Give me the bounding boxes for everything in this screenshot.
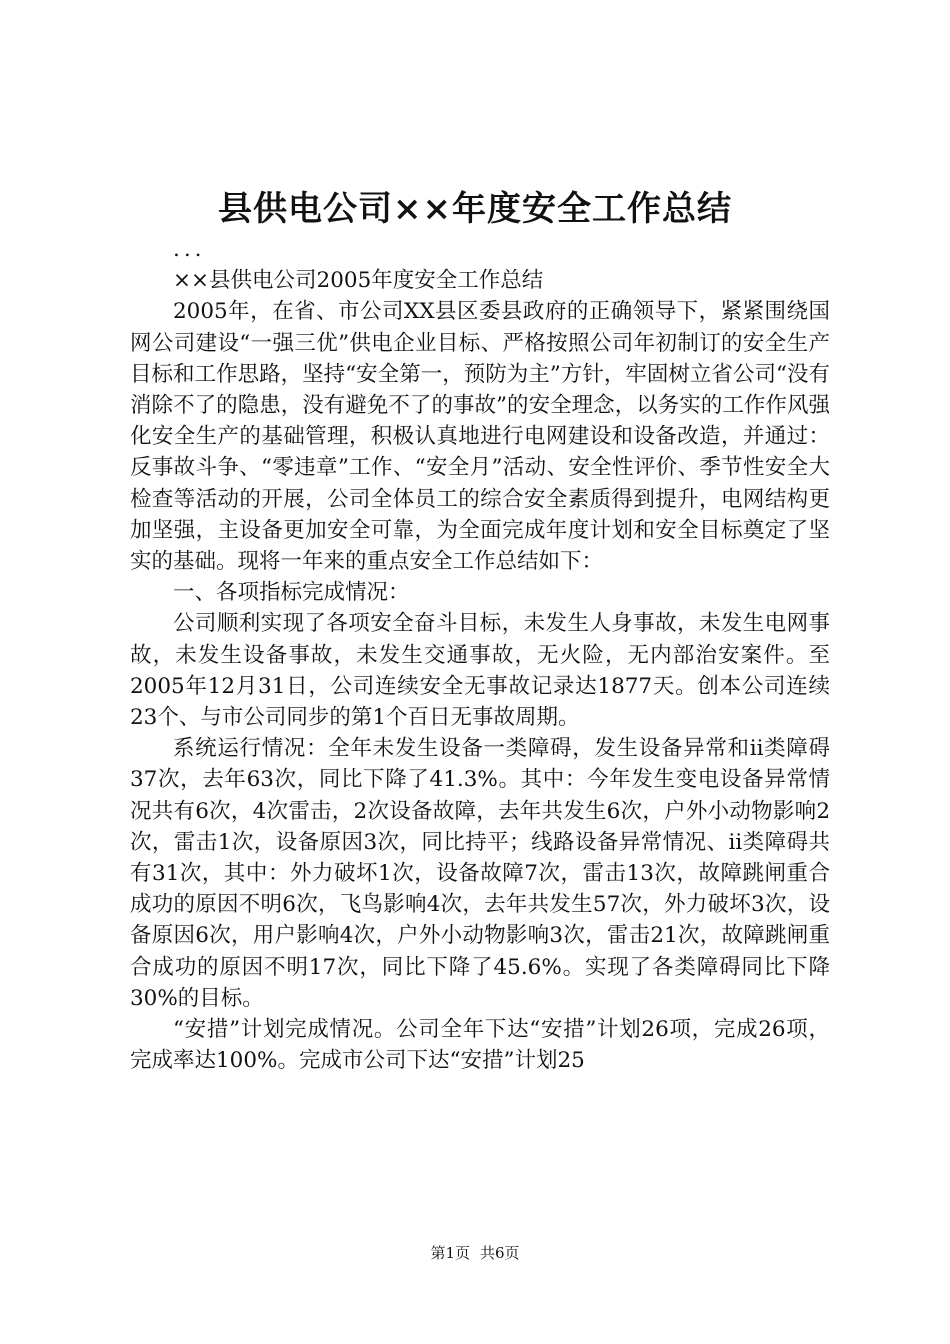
page-number: 第1页: [430, 1244, 470, 1262]
safety-plan-paragraph: “安措”计划完成情况。公司全年下达“安措”计划26项，完成26项，完成率达100%。完成市公司下达“安措”计划25: [130, 1017, 830, 1074]
targets-paragraph: 公司顺利实现了各项安全奋斗目标，未发生人身事故，未发生电网事故，未发生设备事故，未发生交通事故，无火险，无内部治安案件。至2005年12月31日，公司连续安全无事故记录达1877天。创本公司连续23个、与市公司同步的第1个百日无事故周期。: [130, 611, 830, 731]
section-heading: 一、各项指标完成情况：: [173, 580, 410, 606]
subtitle-paragraph: ××县供电公司2005年度安全工作总结: [173, 268, 544, 294]
page-footer: [0, 1243, 950, 1263]
document-body: [130, 234, 830, 1076]
ellipsis-line: ...: [173, 237, 206, 262]
intro-paragraph: 2005年，在省、市公司XX县区委县政府的正确领导下，紧紧围绕国网公司建设“一强三优”供电企业目标、严格按照公司年初制订的安全生产目标和工作思路，坚持“安全第一，预防为主”方针，牢固树立省公司“没有消除不了的隐患，没有避免不了的事故”的安全理念，以务实的工作作风强化安全生产的基础管理，积极认真地进行电网建设和设备改造，并通过：反事故斗争、“零违章”工作、“安全月”活动、安全性评价、季节性安全大检查等活动的开展，公司全体员工的综合安全素质得到提升，电网结构更加坚强，主设备更加安全可靠，为全面完成年度计划和安全目标奠定了坚实的基础。现将一年来的重点安全工作总结如下：: [130, 299, 830, 575]
document-title: 县供电公司××年度安全工作总结: [218, 189, 732, 229]
system-operation-paragraph: 系统运行情况：全年未发生设备一类障碍，发生设备异常和ii类障碍37次，去年63次，同比下降了41.3%。其中：今年发生变电设备异常情况共有6次，4次雷击，2次设备故障，去年共发生6次，户外小动物影响2次，雷击1次，设备原因3次，同比持平；线路设备异常情况、ii类障碍共有31次，其中：外力破坏1次，设备故障7次，雷击13次，故障跳闸重合成功的原因不明6次，飞鸟影响4次，去年共发生57次，外力破坏3次，设备原因6次，用户影响4次，户外小动物影响3次，雷击21次，故障跳闸重合成功的原因不明17次，同比下降了45.6%。实现了各类障碍同比下降30%的目标。: [130, 736, 830, 1011]
page-total: 共6页: [480, 1244, 520, 1262]
